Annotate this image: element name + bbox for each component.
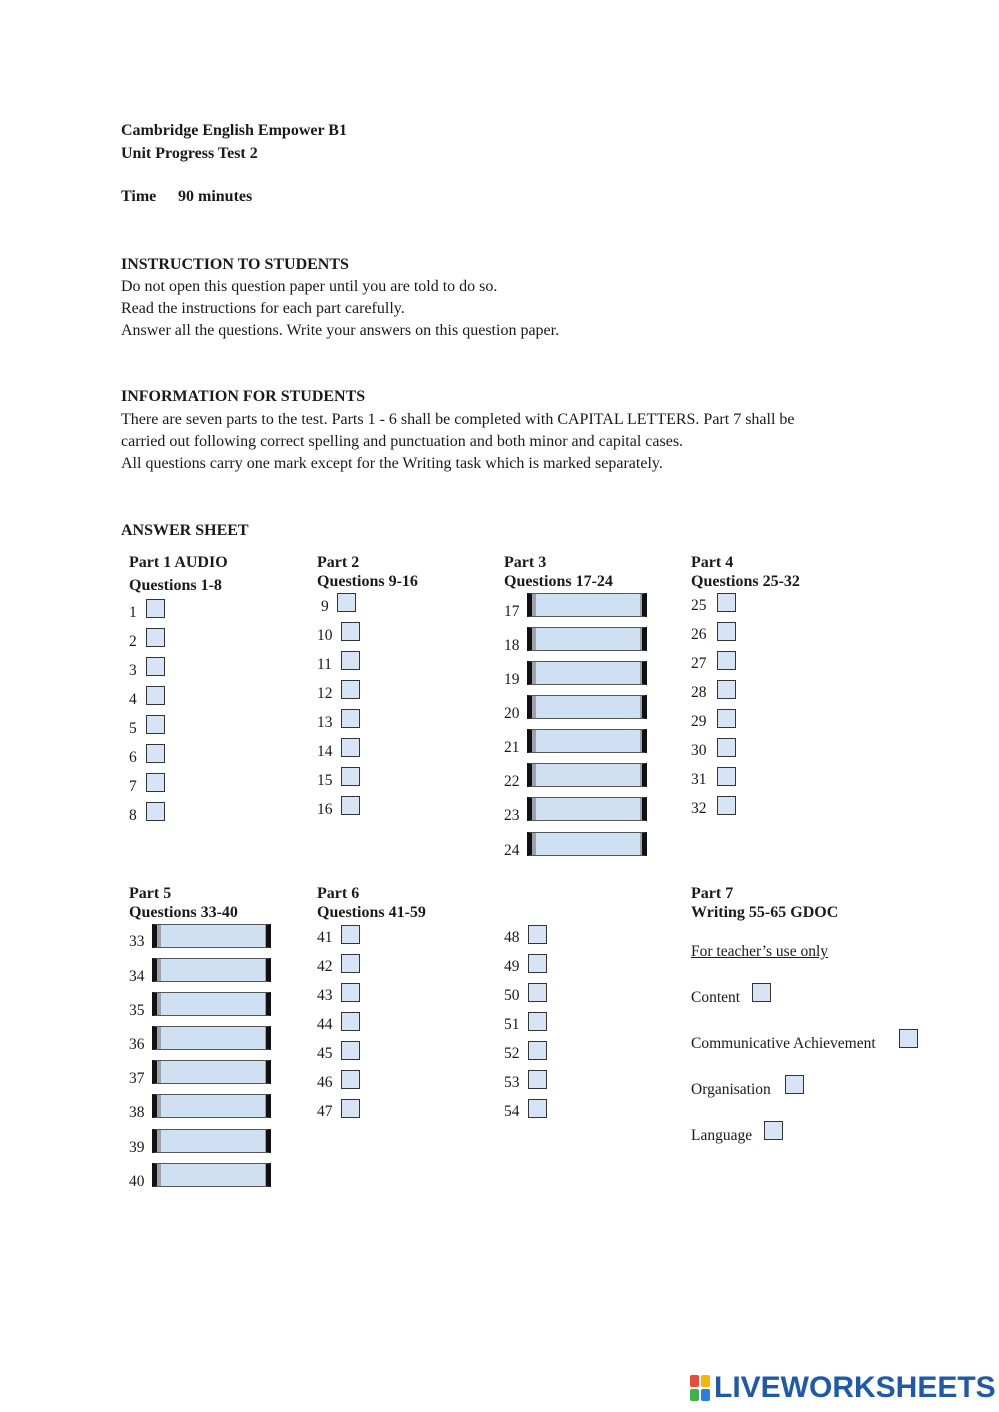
answer-box-q12[interactable] [341,680,360,699]
answer-field-q37[interactable] [152,1060,271,1084]
part1-questions: Questions 1-8 [129,577,222,594]
part7-questions: Writing 55-65 GDOC [691,904,839,921]
part2-title: Part 2 [317,554,360,571]
answer-box-q5[interactable] [146,715,165,734]
instruction-line: Do not open this question paper until you are told to do so. [121,278,498,295]
question-number: 43 [317,987,333,1004]
answer-box-q6[interactable] [146,744,165,763]
answer-box-q25[interactable] [717,593,736,612]
question-number: 9 [321,598,329,615]
answer-field-q18[interactable] [527,627,647,651]
answer-field-q39[interactable] [152,1129,271,1153]
time-value: 90 minutes [178,188,253,205]
answer-box-q14[interactable] [341,738,360,757]
question-number: 25 [691,597,707,614]
answer-box-q44[interactable] [341,1012,360,1031]
answer-box-q29[interactable] [717,709,736,728]
answer-field-q34[interactable] [152,958,271,982]
question-number: 20 [504,705,520,722]
question-number: 37 [129,1070,145,1087]
question-number: 52 [504,1045,520,1062]
answer-field-q21[interactable] [527,729,647,753]
answer-box-q48[interactable] [528,925,547,944]
question-number: 3 [129,662,137,679]
part6-title: Part 6 [317,885,360,902]
answer-field-q35[interactable] [152,992,271,1016]
question-number: 50 [504,987,520,1004]
part3-title: Part 3 [504,554,547,571]
question-number: 34 [129,968,145,985]
information-heading: INFORMATION FOR STUDENTS [121,388,366,405]
question-number: 31 [691,771,707,788]
part4-title: Part 4 [691,554,734,571]
answer-box-q7[interactable] [146,773,165,792]
answer-box-q43[interactable] [341,983,360,1002]
answer-box-q54[interactable] [528,1099,547,1118]
question-number: 2 [129,633,137,650]
question-number: 7 [129,778,137,795]
part6-questions: Questions 41-59 [317,904,426,921]
question-number: 39 [129,1139,145,1156]
score-box-content[interactable] [752,983,771,1002]
instruction-line: Read the instructions for each part carefully. [121,300,405,317]
answer-box-q50[interactable] [528,983,547,1002]
answer-box-q1[interactable] [146,599,165,618]
question-number: 30 [691,742,707,759]
question-number: 40 [129,1173,145,1190]
answer-field-q40[interactable] [152,1163,271,1187]
answer-box-q11[interactable] [341,651,360,670]
part7-title: Part 7 [691,885,734,902]
question-number: 15 [317,772,333,789]
answer-box-q8[interactable] [146,802,165,821]
question-number: 54 [504,1103,520,1120]
answer-box-q46[interactable] [341,1070,360,1089]
question-number: 11 [317,656,332,673]
answer-box-q49[interactable] [528,954,547,973]
answer-box-q26[interactable] [717,622,736,641]
answer-box-q28[interactable] [717,680,736,699]
question-number: 44 [317,1016,333,1033]
answer-box-q42[interactable] [341,954,360,973]
logo-text: LIVEWORKSHEETS [714,1371,996,1404]
question-number: 46 [317,1074,333,1091]
answer-box-q32[interactable] [717,796,736,815]
question-number: 17 [504,603,520,620]
question-number: 5 [129,720,137,737]
question-number: 27 [691,655,707,672]
answer-box-q2[interactable] [146,628,165,647]
answer-box-q9[interactable] [337,593,356,612]
answer-box-q30[interactable] [717,738,736,757]
criterion-content-label: Content [691,989,741,1006]
answer-field-q33[interactable] [152,924,271,948]
score-box-organisation[interactable] [785,1075,804,1094]
question-number: 41 [317,929,333,946]
question-number: 28 [691,684,707,701]
answer-box-q52[interactable] [528,1041,547,1060]
question-number: 12 [317,685,333,702]
question-number: 18 [504,637,520,654]
question-number: 51 [504,1016,520,1033]
question-number: 47 [317,1103,333,1120]
score-box-communicative-achievement[interactable] [899,1029,918,1048]
question-number: 29 [691,713,707,730]
question-number: 24 [504,842,520,859]
question-number: 1 [129,604,137,621]
question-number: 42 [317,958,333,975]
answer-box-q31[interactable] [717,767,736,786]
question-number: 35 [129,1002,145,1019]
answer-box-q41[interactable] [341,925,360,944]
part5-questions: Questions 33-40 [129,904,238,921]
question-number: 10 [317,627,333,644]
question-number: 16 [317,801,333,818]
part3-questions: Questions 17-24 [504,573,613,590]
logo-mark-icon [690,1375,710,1401]
answer-box-q45[interactable] [341,1041,360,1060]
question-number: 13 [317,714,333,731]
question-number: 6 [129,749,137,766]
part1-title: Part 1 AUDIO [129,554,228,571]
answer-field-q17[interactable] [527,593,647,617]
criterion-language-label: Language [691,1127,753,1144]
answer-box-q3[interactable] [146,657,165,676]
time-label: Time [121,188,157,205]
answer-field-q23[interactable] [527,797,647,821]
part4-questions: Questions 25-32 [691,573,800,590]
answer-field-q19[interactable] [527,661,647,685]
question-number: 48 [504,929,520,946]
answer-box-q13[interactable] [341,709,360,728]
information-line: All questions carry one mark except for the Writing task which is marked separately. [121,455,663,472]
question-number: 26 [691,626,707,643]
question-number: 33 [129,933,145,950]
answer-field-q36[interactable] [152,1026,271,1050]
part2-questions: Questions 9-16 [317,573,418,590]
question-number: 22 [504,773,520,790]
criterion-communicative-label: Communicative Achievement [691,1035,876,1052]
question-number: 38 [129,1104,145,1121]
answer-field-q24[interactable] [527,832,647,856]
question-number: 45 [317,1045,333,1062]
answer-field-q22[interactable] [527,763,647,787]
answer-sheet-heading: ANSWER SHEET [121,522,249,539]
criterion-organisation-label: Organisation [691,1081,771,1098]
question-number: 19 [504,671,520,688]
answer-box-q27[interactable] [717,651,736,670]
question-number: 23 [504,807,520,824]
answer-field-q20[interactable] [527,695,647,719]
answer-box-q53[interactable] [528,1070,547,1089]
question-number: 14 [317,743,333,760]
information-line: carried out following correct spelling and punctuation and both minor and capital cases. [121,433,684,450]
answer-field-q38[interactable] [152,1094,271,1118]
answer-box-q51[interactable] [528,1012,547,1031]
score-box-language[interactable] [764,1121,783,1140]
instructions-heading: INSTRUCTION TO STUDENTS [121,256,349,273]
instruction-line: Answer all the questions. Write your answers on this question paper. [121,322,560,339]
question-number: 36 [129,1036,145,1053]
part5-title: Part 5 [129,885,172,902]
liveworksheets-logo[interactable] [690,1372,996,1404]
answer-box-q4[interactable] [146,686,165,705]
document-title: Cambridge English Empower B1 [121,122,347,139]
question-number: 8 [129,807,137,824]
question-number: 21 [504,739,520,756]
question-number: 32 [691,800,707,817]
document-subtitle: Unit Progress Test 2 [121,145,258,162]
question-number: 4 [129,691,137,708]
question-number: 53 [504,1074,520,1091]
answer-box-q16[interactable] [341,796,360,815]
teacher-use-note: For teacher’s use only [691,943,829,960]
answer-box-q10[interactable] [341,622,360,641]
answer-box-q15[interactable] [341,767,360,786]
answer-box-q47[interactable] [341,1099,360,1118]
question-number: 49 [504,958,520,975]
information-line: There are seven parts to the test. Parts 1 - 6 shall be completed with CAPITAL LETTERS. Part 7 shall be [121,411,795,428]
